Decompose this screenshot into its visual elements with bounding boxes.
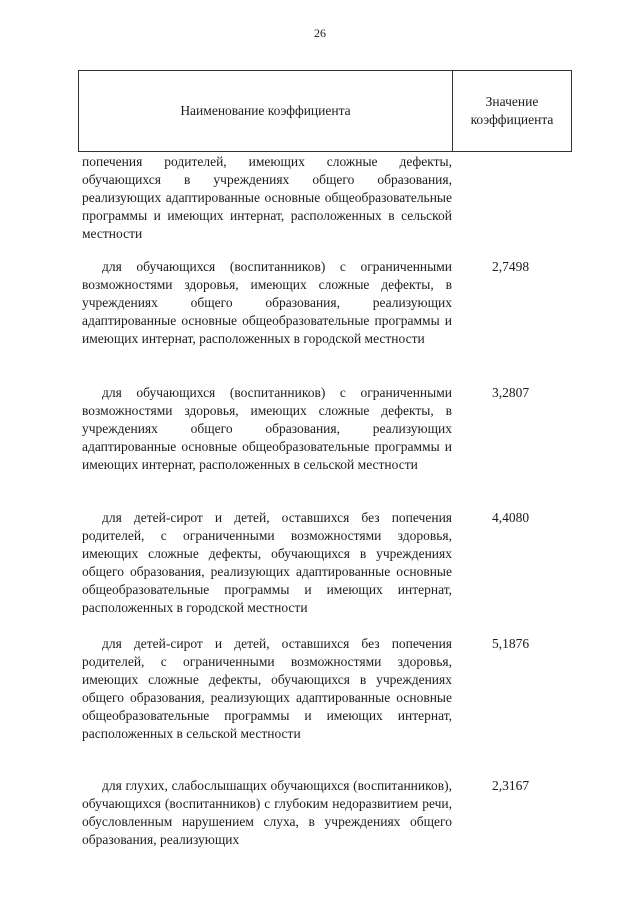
table-header (78, 70, 572, 152)
coefficient-value: 2,7498 (492, 259, 530, 274)
page-number: 26 (314, 26, 326, 40)
coefficient-value: 3,2807 (492, 385, 530, 400)
coefficient-description: для детей-сирот и детей, оставшихся без попечения родителей, с ограниченными возможностями здоровья, имеющих сложные дефекты, обучающихся в учреждениях общего образования, реализующих адаптированные основные общеобразовательные программы и имеющих интернат, расположенных в городской местности (82, 510, 452, 615)
coefficient-description: для детей-сирот и детей, оставшихся без попечения родителей, с ограниченными возможностями здоровья, имеющих сложные дефекты, обучающихся в учреждениях общего образования, реализующих адаптированные основные общеобразовательные программы и имеющих интернат, расположенных в сельской местности (82, 636, 452, 741)
coefficient-value: 4,4080 (492, 510, 530, 525)
coefficient-value: 5,1876 (492, 636, 530, 651)
continued-description: попечения родителей, имеющих сложные дефекты, обучающихся в учреждениях общего образования, реализующих адаптированные основные общеобразовательные программы и имеющих интернат, расположенных в сельской местности (82, 154, 452, 241)
coefficient-description: для обучающихся (воспитанников) с ограниченными возможностями здоровья, имеющих сложные дефекты, в учреждениях общего образования, реализующих адаптированные основные общеобразовательные программы и имеющих интернат, расположенных в городской местности (82, 259, 452, 346)
coefficient-description: для глухих, слабослышащих обучающихся (воспитанников), обучающихся (воспитанников) с глубоким недоразвитием речи, обусловленным нарушением слуха, в учреждениях общего образования, реализующих (82, 778, 452, 847)
column-header-name: Наименование коэффициента (79, 71, 453, 151)
column-header-value: Значение коэффициента (470, 94, 554, 127)
coefficient-value: 2,3167 (492, 778, 530, 793)
coefficient-description: для обучающихся (воспитанников) с ограниченными возможностями здоровья, имеющих сложные дефекты, в учреждениях общего образования, реализующих адаптированные основные общеобразовательные программы и имеющих интернат, расположенных в сельской местности (82, 385, 452, 472)
